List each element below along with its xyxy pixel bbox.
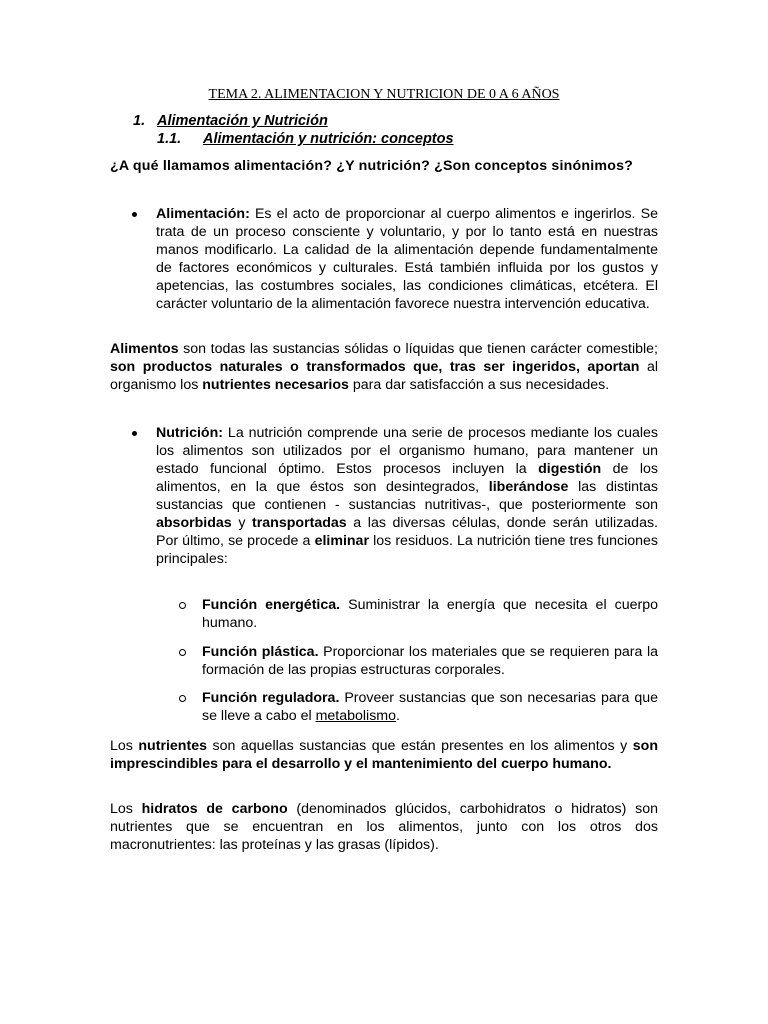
text-span: y [231, 515, 253, 531]
function-term: Función energética. [202, 597, 341, 613]
bold-span: son imprescindibles para el desarrollo y el mantenimiento del cuerpo humano. [110, 738, 658, 772]
alimentos-paragraph [110, 340, 658, 394]
text-span: al organismo los [110, 359, 659, 393]
metabolismo-link[interactable]: metabolismo [315, 708, 397, 724]
term-nutricion: Nutrición: [156, 425, 223, 441]
term-nutrientes: nutrientes [138, 738, 207, 754]
bullet-alimentacion [156, 205, 658, 313]
circle-bullet-icon [179, 695, 186, 702]
bold-span: eliminar [314, 533, 369, 549]
text-span: son aquellas sustancias que están presentes en los alimentos y [206, 738, 633, 754]
section-title: Alimentación y Nutrición [157, 113, 328, 129]
bold-span: son productos naturales o transformados que, tras ser ingeridos, aportan [110, 359, 640, 375]
bold-span: nutrientes necesarios [202, 377, 349, 393]
function-term: Función reguladora. [202, 690, 340, 706]
term-hidratos: hidratos de carbono [141, 801, 288, 817]
text-span: las distintas sustancias que contienen - sustancias nutritivas-, que posteriormente son [156, 479, 658, 513]
bold-span: transportadas [252, 515, 347, 531]
bold-span: liberándose [488, 479, 569, 495]
bold-span: absorbidas [156, 515, 232, 531]
text-span: Los [110, 801, 142, 817]
term-alimentos: Alimentos [110, 341, 179, 357]
section-number: 1. [133, 113, 146, 129]
bold-span: digestión [538, 461, 602, 477]
text-span: los residuos. La nutrición tiene tres funciones principales: [156, 533, 659, 567]
text-span: de los alimentos, en la que éstos son desintegrados, [156, 461, 658, 495]
function-energetica [202, 596, 658, 632]
function-plastica [202, 643, 658, 679]
question-paragraph: ¿A qué llamamos alimentación? ¿Y nutrición? ¿Son conceptos sinónimos? [110, 158, 634, 174]
circle-bullet-icon [179, 602, 186, 609]
section-heading-1 [133, 112, 328, 130]
subsection-heading [157, 130, 454, 148]
alimentacion-definition: Es el acto de proporcionar al cuerpo alimentos e ingerirlos. Se trata de un proceso consciente y voluntario, y por lo tanto está en nuestras manos modificarlo. La calidad de la alimentación depende fundamentalmente de factores económicos y culturales. Está también influida por los gustos y apetencias, las costumbres sociales, las condiciones climáticas, etcétera. El carácter voluntario de la alimentación favorece nuestra intervención educativa. [156, 206, 658, 312]
function-reguladora [202, 689, 658, 725]
text-span: son todas las sustancias sólidas o líquidas que tienen carácter comestible; [178, 341, 658, 357]
text-span: La nutrición comprende una serie de procesos mediante los cuales los alimentos son utilizados por el organismo humano, para mantener un estado funcional óptimo. Estos procesos incluyen la [156, 425, 658, 477]
text-span: a las diversas células, donde serán utilizadas. Por último, se procede a [156, 515, 658, 549]
hidratos-paragraph [110, 800, 658, 854]
bullet-icon [132, 212, 137, 217]
document-title: TEMA 2. ALIMENTACION Y NUTRICION DE 0 A 6 AÑOS [208, 87, 560, 102]
text-span: para dar satisfacción a sus necesidades. [348, 377, 610, 393]
bullet-nutricion [156, 424, 658, 568]
function-text: Proporcionar los materiales que se requieren para la formación de las propias estructuras corporales. [202, 644, 658, 678]
bullet-icon [132, 431, 137, 436]
text-span: (denominados glúcidos, carbohidratos o hidratos) son nutrientes que se encuentran en los alimentos, junto con los otros dos macronutrientes: las proteínas y las grasas (lípidos). [110, 801, 658, 853]
function-text: Suministrar la energía que necesita el cuerpo humano. [202, 597, 658, 631]
subsection-number: 1.1. [157, 131, 182, 147]
text-span: . [396, 708, 400, 724]
nutrientes-paragraph [110, 737, 658, 773]
circle-bullet-icon [179, 649, 186, 656]
function-text: Proveer sustancias que son necesarias para que se lleve a cabo el [202, 690, 658, 724]
term-alimentacion: Alimentación: [156, 206, 250, 222]
subsection-title: Alimentación y nutrición: conceptos [203, 131, 454, 147]
function-term: Función plástica. [202, 644, 319, 660]
text-span: Los [110, 738, 139, 754]
